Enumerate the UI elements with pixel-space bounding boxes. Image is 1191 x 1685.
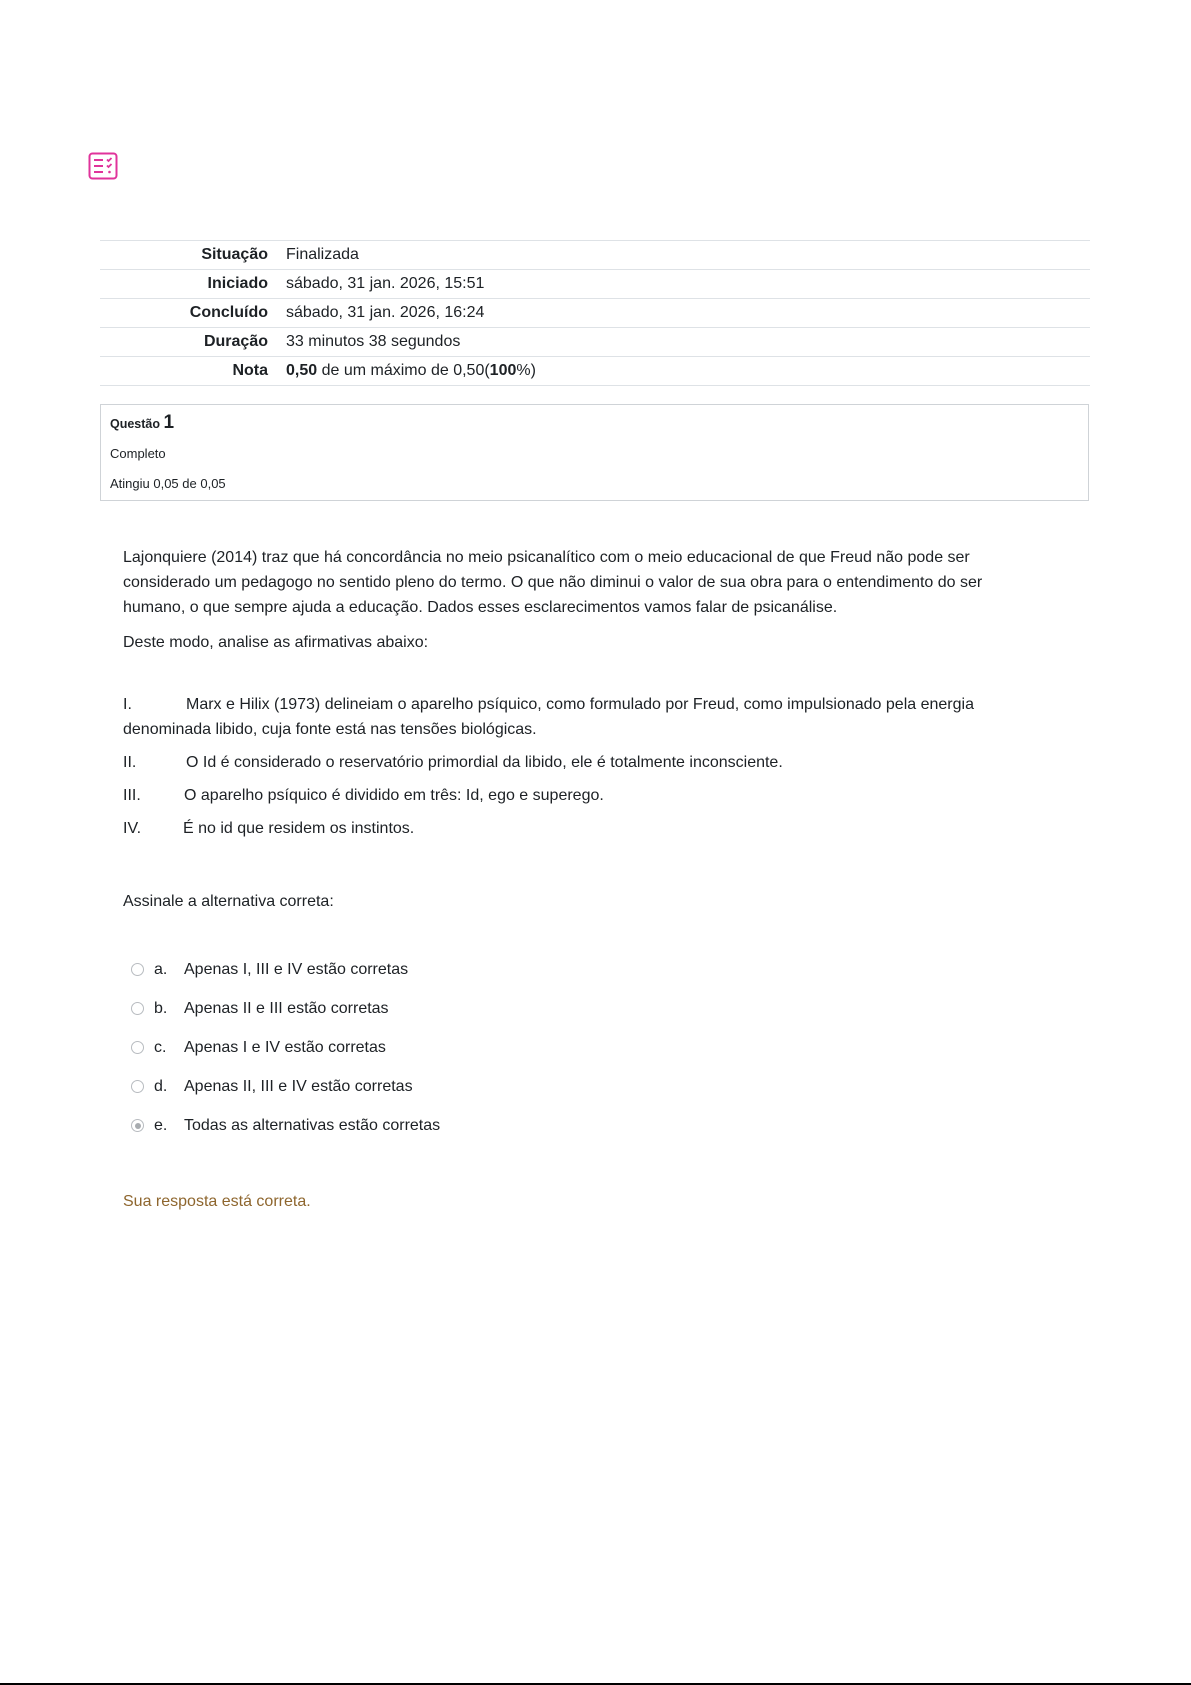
option-letter: c. [154,1038,167,1056]
statement-number: IV. [123,820,142,837]
question-number [110,412,1079,434]
summary-row-nota [100,357,1090,386]
answer-feedback: Sua resposta está correta. [123,1193,311,1210]
option-e[interactable] [131,1106,440,1145]
option-letter: b. [154,999,168,1017]
statement-number: I. [123,696,132,713]
attempt-summary-table [100,240,1090,386]
question-intro: Lajonquiere (2014) traz que há concordância no meio psicanalítico com o meio educacional de que Freud não pode ser considerado um pedagogo no sentido pleno do termo. O que não diminui o valor de sua obra para o entendimento do ser humano, o que sempre ajuda a educação. Dados esses esclarecimentos vamos falar de psicanálise. [123,549,983,616]
statement-4 [123,816,1048,841]
question-info-box [100,404,1089,501]
summary-value: sábado, 31 jan. 2026, 16:24 [286,304,485,321]
option-a[interactable] [131,950,440,989]
summary-value: sábado, 31 jan. 2026, 15:51 [286,275,485,292]
statement-number: III. [123,787,141,804]
option-radio-selected[interactable] [131,1119,144,1132]
option-d[interactable] [131,1067,440,1106]
summary-label: Concluído [189,304,268,321]
answer-options [131,950,440,1145]
grade-percent: 100 [489,362,517,379]
option-c[interactable] [131,1028,440,1067]
statements-list [123,655,1048,841]
question-number-value: 1 [163,412,175,433]
grade-score: 0,50 [286,362,318,379]
summary-label: Situação [201,246,268,263]
option-label: Todas as alternativas estão corretas [184,1116,441,1134]
question-label: Questão [110,417,164,431]
grade-middle: de um máximo de 0,50( [317,362,490,379]
option-letter: e. [154,1116,168,1134]
grade-suffix: %) [516,362,536,379]
summary-row-iniciado [100,270,1090,299]
question-prompt: Assinale a alternativa correta: [123,893,334,910]
summary-label: Iniciado [207,275,268,292]
option-label: Apenas I, III e IV estão corretas [184,960,409,978]
summary-label: Nota [232,362,268,379]
question-instruction: Deste modo, analise as afirmativas abaixo: [123,634,429,651]
summary-row-concluido [100,299,1090,328]
statement-3 [123,783,1048,808]
statement-text: O Id é considerado o reservatório primordial da libido, ele é totalmente inconsciente. [186,754,783,771]
summary-label: Duração [203,333,268,350]
statement-2 [123,750,1048,775]
option-label: Apenas II e III estão corretas [184,999,389,1017]
statement-text: Marx e Hilix (1973) delineiam o aparelho psíquico, como formulado por Freud, como impulsionado pela energia denominada libido, cuja fonte está nas tensões biológicas. [123,696,974,738]
summary-row-duracao [100,328,1090,357]
option-label: Apenas I e IV estão corretas [184,1038,386,1056]
option-radio[interactable] [131,1080,144,1093]
summary-value: Finalizada [286,246,359,263]
statement-1 [123,692,1048,742]
quiz-review-icon [88,152,118,180]
summary-value: 33 minutos 38 segundos [286,333,461,350]
option-label: Apenas II, III e IV estão corretas [184,1077,413,1095]
statement-text: É no id que residem os instintos. [183,820,415,837]
option-letter: a. [154,960,168,978]
option-letter: d. [154,1077,168,1095]
question-state: Completo [110,446,166,461]
summary-row-situacao [100,241,1090,270]
option-radio[interactable] [131,963,144,976]
option-b[interactable] [131,989,440,1028]
question-grade: Atingiu 0,05 de 0,05 [110,476,226,491]
statement-number: II. [123,754,137,771]
option-radio[interactable] [131,1041,144,1054]
statement-text: O aparelho psíquico é dividido em três: Id, ego e superego. [184,787,604,804]
question-text [123,545,1048,841]
option-radio[interactable] [131,1002,144,1015]
summary-grade-value [277,357,1090,386]
